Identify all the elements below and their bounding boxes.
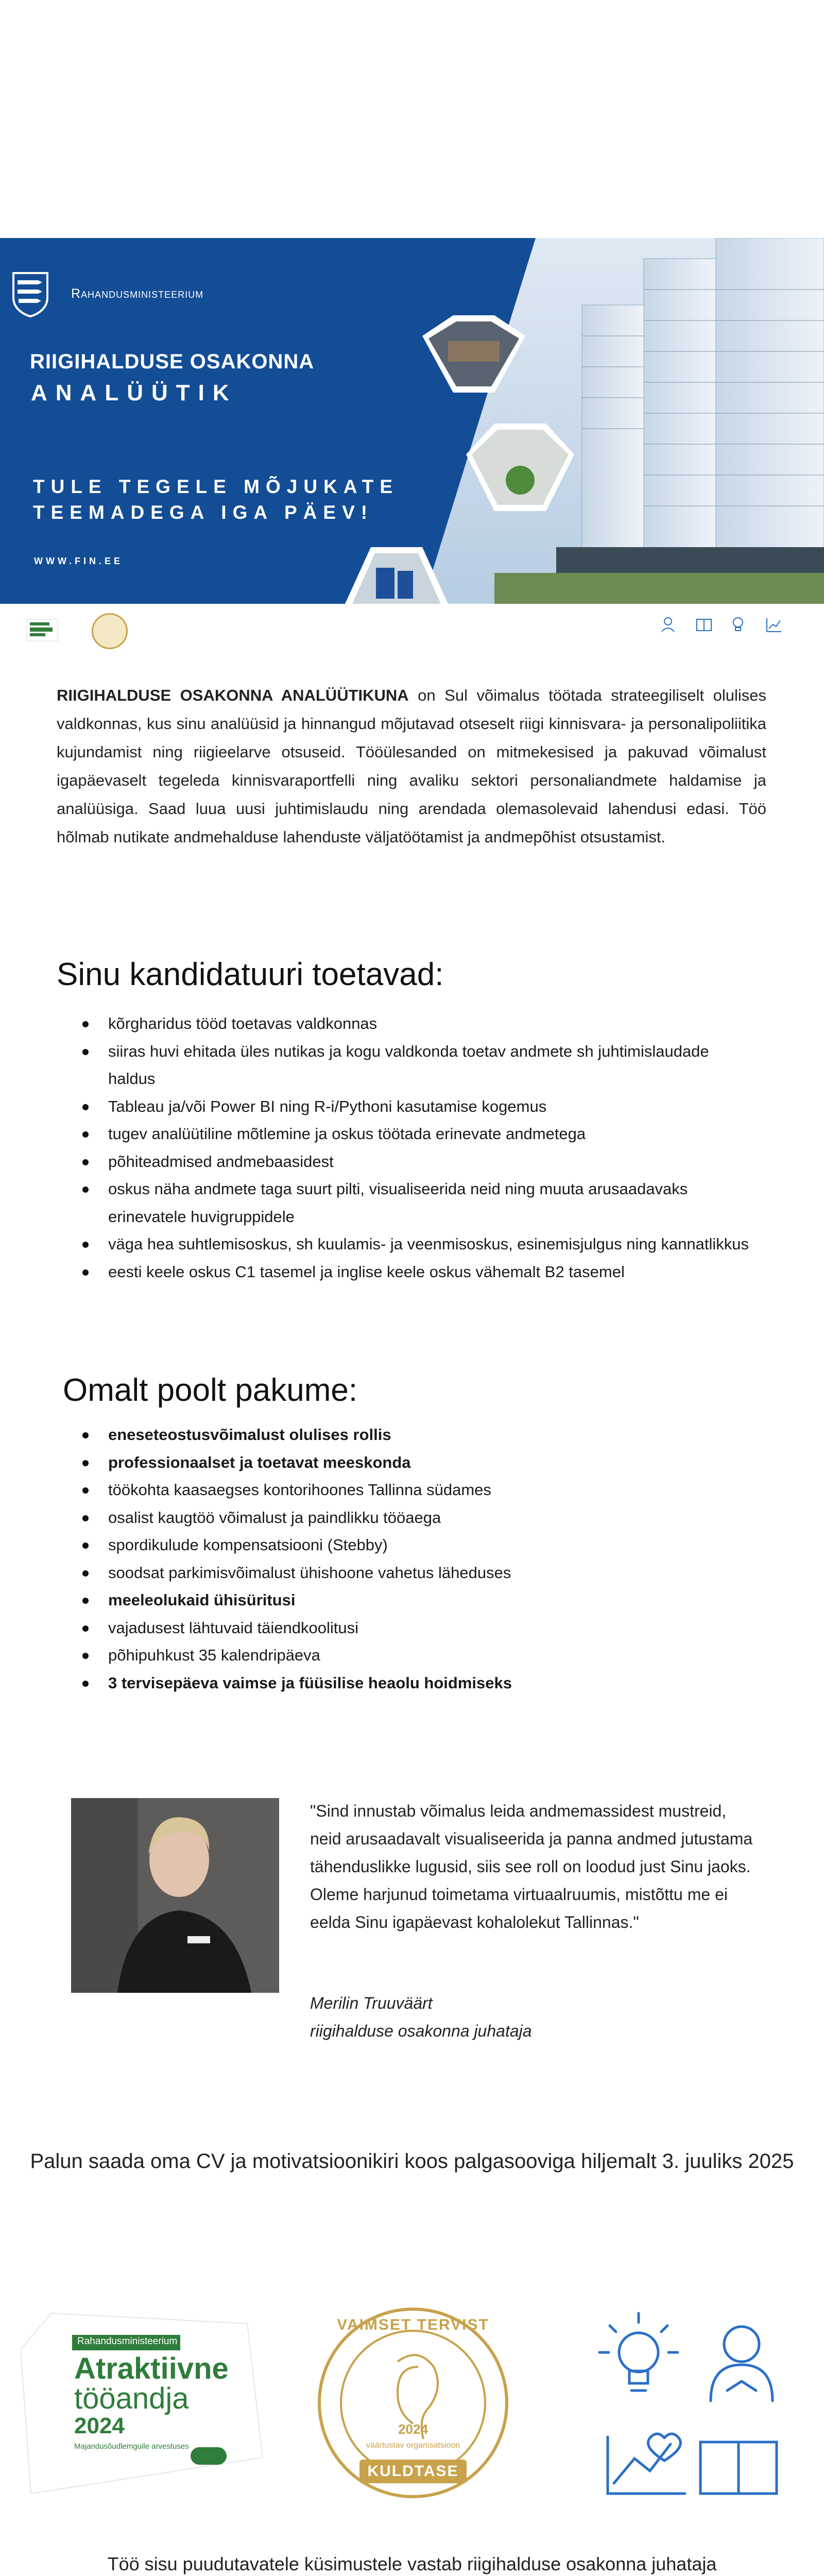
person-icon <box>662 618 674 632</box>
quote-author-role: riigihalduse osakonna juhataja <box>310 2022 532 2040</box>
intro-lead: RIIGIHALDUSE OSAKONNA ANALÜÜTIKUNA <box>57 686 409 704</box>
bulb-icon <box>599 2313 678 2391</box>
list-item: põhipuhkust 35 kalendripäeva <box>82 1641 700 1669</box>
contact-line-1: Töö sisu puudutavatele küsimustele vastab riigihalduse osakonna juhataja <box>107 2553 717 2574</box>
list-item: oskus näha andmete taga suurt pilti, visualiseerida neid ning muuta arusaadavaks erinevatele huvigruppidele <box>82 1175 752 1230</box>
banner-photo-collage <box>340 238 824 604</box>
list-item: siiras huvi ehitada üles nutikas ja kogu valdkonda toetav andmete sh juhtimislaudade haldus <box>82 1038 752 1093</box>
list-item: spordikulude kompensatsiooni (Stebby) <box>82 1531 700 1559</box>
list-item: väga hea suhtlemisoskus, sh kuulamis- ja veenmisoskus, esinemisjulgus ning kannatlikkus <box>82 1230 752 1258</box>
book-icon <box>697 619 711 631</box>
offer-list <box>82 1421 700 1697</box>
employer-badge-sub: Majandusõudlemguile arvestuses <box>74 2442 189 2451</box>
list-item: eesti keele oskus C1 tasemel ja inglise keele oskus vähemalt B2 tasemel <box>82 1258 752 1286</box>
department-title: RIIGIHALDUSE OSAKONNA <box>30 350 315 373</box>
application-deadline: Palun saada oma CV ja motivatsioonikiri koos palgasooviga hiljemalt 3. juuliks 2025 <box>30 2150 794 2173</box>
coat-of-arms-logo <box>11 271 49 317</box>
list-item: 3 tervisepäeva vaimse ja füüsilise heaolu hoidmiseks <box>82 1669 700 1697</box>
intro-paragraph <box>57 681 766 851</box>
list-item: meeleolukaid ühisüritusi <box>82 1586 700 1614</box>
hero-banner <box>0 238 824 604</box>
list-item: eneseteostusvõimalust olulises rollis <box>82 1421 700 1449</box>
list-item: töökohta kaasaegses kontorihoones Tallinna südames <box>82 1476 700 1504</box>
employer-badge-title2: tööandja <box>74 2382 189 2415</box>
banner-website: WWW.FIN.EE <box>34 556 123 566</box>
attractive-employer-badge <box>21 2303 263 2504</box>
bulb-icon <box>733 618 743 631</box>
book-icon <box>700 2442 777 2494</box>
employer-badge-year: 2024 <box>74 2413 125 2438</box>
health-badge-small <box>92 613 128 649</box>
slogan-line-1: TULE TEGELE MÕJUKATE <box>33 476 399 497</box>
chart-icon <box>767 618 781 632</box>
employer-badge-org: Rahandusministeerium <box>77 2336 178 2347</box>
mental-health-gold-badge <box>315 2305 511 2501</box>
offer-title: Omalt poolt pakume: <box>63 1372 358 1408</box>
list-item: põhiteadmised andmebaasidest <box>82 1148 752 1176</box>
intro-body: on Sul võimalus töötada strateegiliselt olulises valdkonnas, kus sinu analüüsid ja hinnangud mõjutavad otseselt riigi kinnisvara- ja personalipoliitika kujundamist ning riigieelarve otsuseid. Tööülesanded on mitmekesised ja pakuvad võimalust igapäevaselt tegeleda kinnisvaraportfelli ning avaliku sektori personaliandmete haldamise ja analüüsiga. Saad luua uusi juhtimislaudu ning arendada olemasolevaid lahendusi edasi. Töö hõlmab nutikate andmehalduse lahenduste väljatöötamist ja andmepõhist otsustamist. <box>57 686 766 846</box>
employer-badge-title1: Atraktiivne <box>74 2352 229 2385</box>
requirements-title: Sinu kandidatuuri toetavad: <box>57 957 444 992</box>
list-item: tugev analüütiline mõtlemine ja oskus töötada erinevate andmetega <box>82 1120 752 1148</box>
health-badge-mid: väärtustav organisatsioon <box>366 2441 460 2450</box>
list-item: vajadusest lähtuvaid täiendkoolitusi <box>82 1614 700 1642</box>
quote-person-photo <box>71 1798 279 1993</box>
person-icon <box>711 2327 772 2401</box>
role-title: ANALÜÜTIK <box>31 380 237 405</box>
list-item: professionaalset ja toetavat meeskonda <box>82 1449 700 1477</box>
slogan-line-2: TEEMADEGA IGA PÄEV! <box>33 502 374 523</box>
list-item: Tableau ja/või Power BI ning R-i/Pythoni kasutamise kogemus <box>82 1093 752 1121</box>
health-badge-top: VAIMSET TERVIST <box>337 2316 489 2333</box>
contact-info-text <box>52 2552 772 2576</box>
feature-icon-strip <box>657 614 811 645</box>
ministry-name: Rahandusministeerium <box>71 286 204 301</box>
employer-badge-small <box>25 616 66 647</box>
quote-text: "Sind innustab võimalus leida andmemassidest mustreid, neid arusaadavalt visualiseerida ja panna andmed jutustama tähenduslikke lugusid, siis see roll on loodud just Sinu jaoks. Oleme harjunud toimetama virtuaalruumis, mistõttu me ei eelda Sinu igapäevast kohalolekut Tallinnas." <box>310 1802 753 1931</box>
health-badge-year: 2024 <box>398 2421 428 2437</box>
chart-heart-icon <box>608 2434 685 2494</box>
list-item: osalist kaugtöö võimalust ja paindlikku tööaega <box>82 1504 700 1532</box>
requirements-list <box>82 1010 752 1285</box>
list-item: soodsat parkimisvõimalust ühishoone vahetus läheduses <box>82 1559 700 1587</box>
quote-author-name: Merilin Truuväärt <box>310 1994 433 2012</box>
health-badge-level: KULDTASE <box>367 2463 459 2480</box>
list-item: kõrgharidus tööd toetavas valdkonnas <box>82 1010 752 1038</box>
feature-icons-grid <box>587 2303 793 2499</box>
